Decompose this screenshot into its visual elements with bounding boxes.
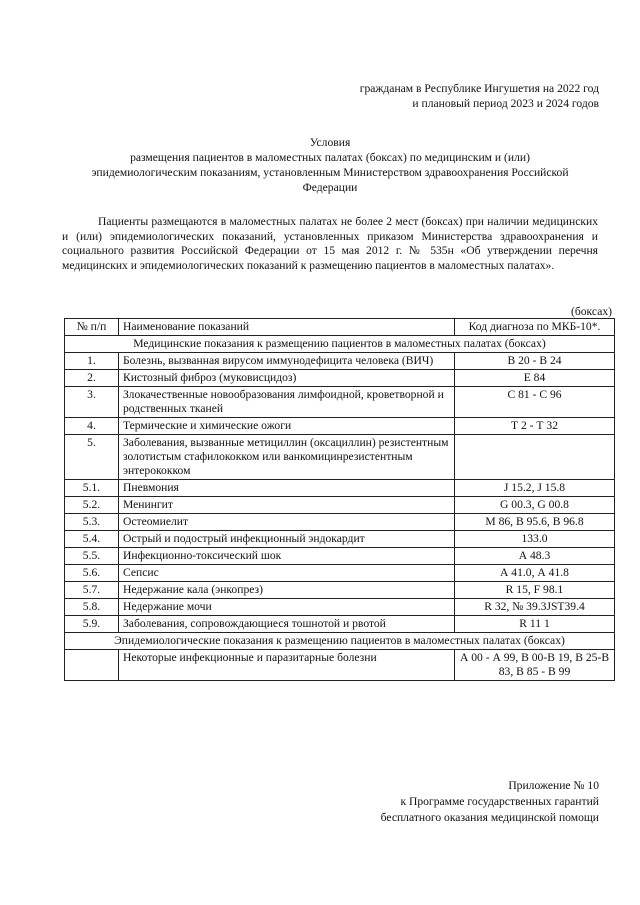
cell-num: 5.3. <box>65 514 119 531</box>
cell-name: Пневмония <box>119 480 455 497</box>
cell-num: 5.4. <box>65 531 119 548</box>
table-row <box>65 531 615 548</box>
cell-name: Остеомиелит <box>119 514 455 531</box>
cell-code: Т 2 - Т 32 <box>455 418 615 435</box>
table-row <box>65 565 615 582</box>
table-row <box>65 582 615 599</box>
table-row <box>65 353 615 370</box>
cell-name: Менингит <box>119 497 455 514</box>
intro-text: Пациенты размещаются в маломестных палатах не более 2 мест (боксах) при наличии медицинских и (или) эпидемиологических показаний, установленных приказом Министерства здравоохранения и социального развития Российской Федерации от 15 мая 2012 г. № 535н «Об утверждении перечня медицинских и эпидемиологических показаний к размещению пациентов в маломестных палатах». <box>62 215 598 272</box>
cell-num: 5.9. <box>65 616 119 633</box>
cell-num: 5.1. <box>65 480 119 497</box>
cell-num: 1. <box>65 353 119 370</box>
cell-code: А 41.0, А 41.8 <box>455 565 615 582</box>
table-row <box>65 616 615 633</box>
table-row <box>65 514 615 531</box>
table-row <box>65 650 615 681</box>
title-line-3: эпидемиологическим показаниям, установленным Министерством здравоохранения Российской <box>91 166 569 179</box>
section-row-epidemic <box>65 633 615 650</box>
cell-name: Термические и химические ожоги <box>119 418 455 435</box>
appendix-line-3: бесплатного оказания медицинской помощи <box>380 811 599 824</box>
header-name: Наименование показаний <box>119 319 455 336</box>
section-row-medical <box>65 336 615 353</box>
cell-name: Некоторые инфекционные и паразитарные болезни <box>119 650 455 681</box>
table-row <box>65 480 615 497</box>
table-row <box>65 497 615 514</box>
cell-name: Острый и подострый инфекционный эндокардит <box>119 531 455 548</box>
cell-name: Заболевания, сопровождающиеся тошнотой и рвотой <box>119 616 455 633</box>
cell-code: R 15, F 98.1 <box>455 582 615 599</box>
cell-code: 133.0 <box>455 531 615 548</box>
cell-num: 4. <box>65 418 119 435</box>
table-row <box>65 548 615 565</box>
cell-num <box>65 650 119 681</box>
table-row <box>65 387 615 418</box>
cell-num: 2. <box>65 370 119 387</box>
table-body <box>65 336 615 681</box>
table-row <box>65 370 615 387</box>
intro-paragraph <box>62 215 598 273</box>
cell-name: Недержание мочи <box>119 599 455 616</box>
table-row <box>65 435 615 480</box>
title-line-2: размещения пациентов в маломестных палатах (боксах) по медицинским и (или) <box>130 151 530 164</box>
header-num: № п/п <box>65 319 119 336</box>
cell-code: А 48.3 <box>455 548 615 565</box>
cell-num: 3. <box>65 387 119 418</box>
cell-num: 5. <box>65 435 119 480</box>
cell-num: 5.5. <box>65 548 119 565</box>
cell-code: С 81 - С 96 <box>455 387 615 418</box>
cell-code: А 00 - А 99, В 00-В 19, В 25-В 83, В 85 - В 99 <box>455 650 615 681</box>
cell-num: 5.6. <box>65 565 119 582</box>
cell-name: Сепсис <box>119 565 455 582</box>
cell-code: G 00.3, G 00.8 <box>455 497 615 514</box>
section-medical-title: Медицинские показания к размещению пациентов в маломестных палатах (боксах) <box>65 336 615 353</box>
conditions-table <box>64 318 615 681</box>
title-line-1: Условия <box>309 136 351 149</box>
cell-code: Е 84 <box>455 370 615 387</box>
appendix-line-2: к Программе государственных гарантий <box>400 795 599 808</box>
cell-name: Инфекционно-токсический шок <box>119 548 455 565</box>
title-line-4: Федерации <box>302 181 358 194</box>
cell-code: М 86, В 95.6, В 96.8 <box>455 514 615 531</box>
cell-num: 5.2. <box>65 497 119 514</box>
appendix-note <box>381 778 599 826</box>
header-code: Код диагноза по МКБ-10*. <box>455 319 615 336</box>
table-unit-note: (боксах) <box>571 305 612 318</box>
running-header-line-2: и плановый период 2023 и 2024 годов <box>412 97 599 110</box>
section-epidemic-title: Эпидемиологические показания к размещению пациентов в маломестных палатах (боксах) <box>65 633 615 650</box>
cell-name: Заболевания, вызванные метициллин (оксациллин) резистентным золотистым стафилококком или ванкомицинрезистентным энтерококком <box>119 435 455 480</box>
cell-code: R 32, № 39.3JST39.4 <box>455 599 615 616</box>
cell-name: Злокачественные новообразования лимфоидной, кроветворной и родственных тканей <box>119 387 455 418</box>
appendix-line-1: Приложение № 10 <box>508 779 599 792</box>
cell-code: R 11 1 <box>455 616 615 633</box>
cell-code: J 15.2, J 15.8 <box>455 480 615 497</box>
cell-code: В 20 - В 24 <box>455 353 615 370</box>
table-row <box>65 418 615 435</box>
table-row <box>65 599 615 616</box>
running-header-line-1: гражданам в Республике Ингушетия на 2022 год <box>359 82 599 95</box>
cell-code <box>455 435 615 480</box>
cell-num: 5.7. <box>65 582 119 599</box>
running-header <box>360 81 599 111</box>
table-header-row <box>65 319 615 336</box>
cell-name: Болезнь, вызванная вирусом иммунодефицита человека (ВИЧ) <box>119 353 455 370</box>
cell-name: Недержание кала (энкопрез) <box>119 582 455 599</box>
document-title <box>62 135 598 195</box>
cell-num: 5.8. <box>65 599 119 616</box>
cell-name: Кистозный фиброз (муковисцидоз) <box>119 370 455 387</box>
